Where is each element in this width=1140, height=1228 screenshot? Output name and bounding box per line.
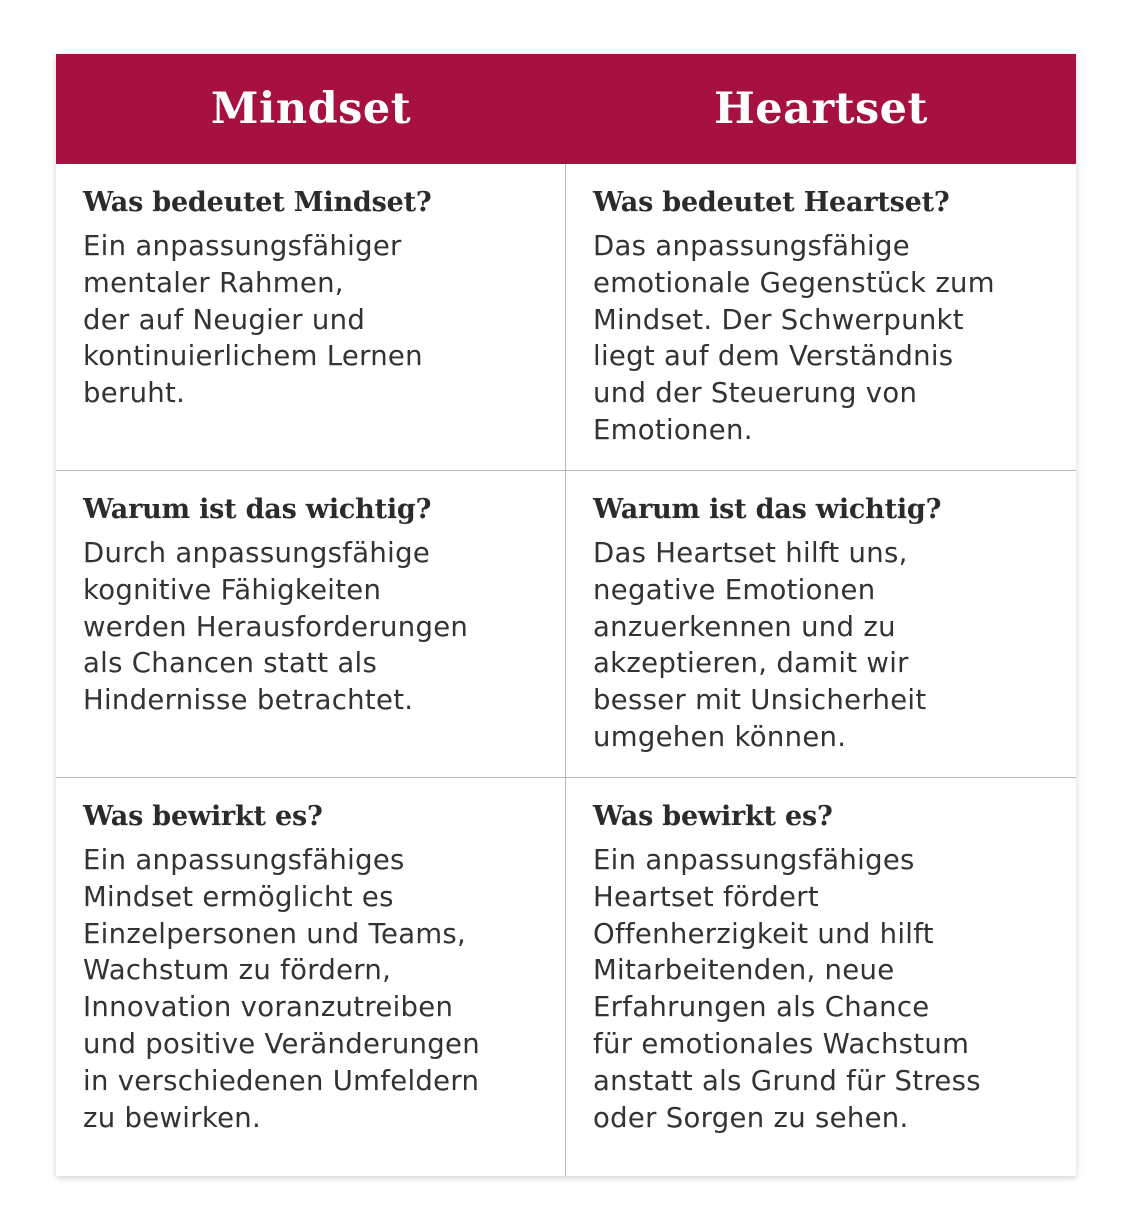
cell-mindset-definition bbox=[83, 184, 553, 412]
cell-heartset-definition bbox=[593, 184, 1063, 449]
cell-question: Was bewirkt es? bbox=[83, 801, 323, 832]
cell-heartset-importance bbox=[593, 491, 1063, 756]
table-header bbox=[56, 54, 1076, 164]
cell-answer: Das Heartset hilft uns, negative Emotionen anzuerkennen und zu akzeptieren, damit wir besser mit Unsicherheit umgehen können. bbox=[593, 537, 927, 753]
cell-answer: Durch anpassungsfähige kognitive Fähigkeiten werden Herausforderungen als Chancen statt als Hindernisse betrachtet. bbox=[83, 537, 469, 717]
cell-answer: Das anpassungsfähige emotionale Gegenstück zum Mindset. Der Schwerpunkt liegt auf dem Verständnis und der Steuerung von Emotionen. bbox=[593, 230, 995, 446]
row-divider-1 bbox=[56, 470, 1076, 471]
column-divider bbox=[565, 164, 566, 1176]
header-mindset: Mindset bbox=[210, 84, 412, 134]
cell-question: Was bedeutet Heartset? bbox=[593, 187, 950, 218]
cell-answer: Ein anpassungsfähiger mentaler Rahmen, der auf Neugier und kontinuierlichem Lernen beruht. bbox=[83, 230, 423, 410]
cell-mindset-importance bbox=[83, 491, 553, 719]
cell-question: Warum ist das wichtig? bbox=[593, 494, 942, 525]
cell-heartset-effect bbox=[593, 798, 1063, 1136]
cell-question: Was bedeutet Mindset? bbox=[83, 187, 432, 218]
cell-question: Warum ist das wichtig? bbox=[83, 494, 432, 525]
row-divider-2 bbox=[56, 777, 1076, 778]
comparison-table bbox=[56, 54, 1076, 1176]
header-heartset: Heartset bbox=[714, 84, 928, 134]
cell-mindset-effect bbox=[83, 798, 553, 1136]
cell-answer: Ein anpassungsfähiges Mindset ermöglicht es Einzelpersonen und Teams, Wachstum zu fördern, Innovation voranzutreiben und positive Veränderungen in verschiedenen Umfeldern zu bewirken. bbox=[83, 844, 480, 1134]
cell-answer: Ein anpassungsfähiges Heartset fördert Offenherzigkeit und hilft Mitarbeitenden, neue Erfahrungen als Chance für emotionales Wachstum anstatt als Grund für Stress oder Sorgen zu sehen. bbox=[593, 844, 981, 1134]
cell-question: Was bewirkt es? bbox=[593, 801, 833, 832]
